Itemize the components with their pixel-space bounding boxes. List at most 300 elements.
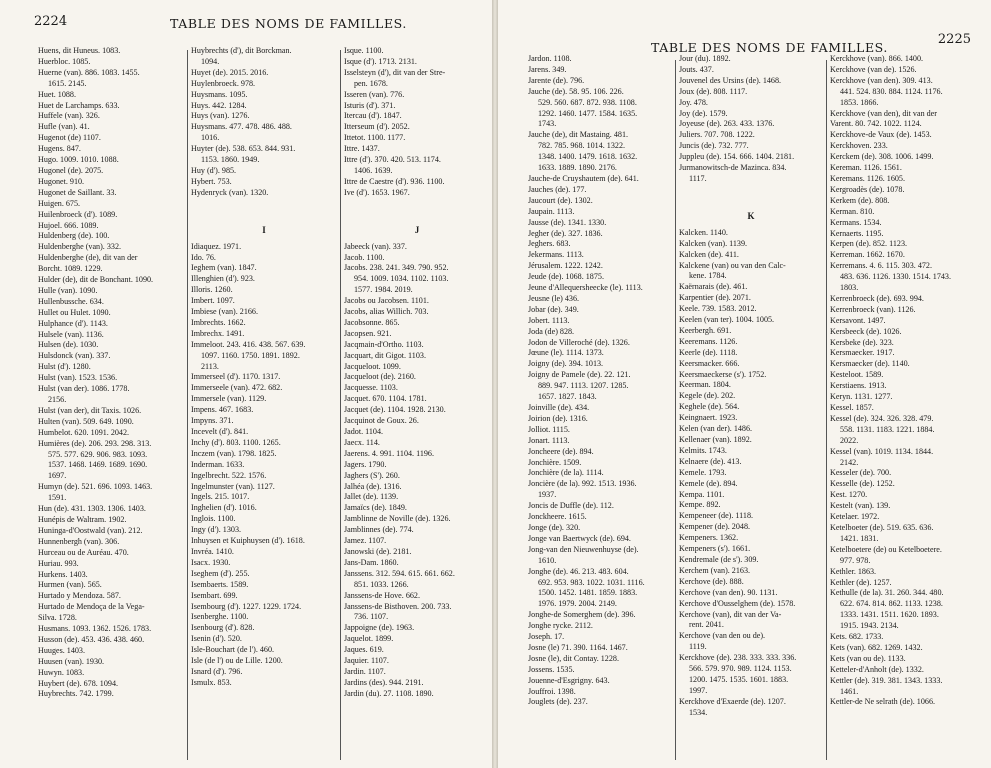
index-entry: Juppleu (de). 154. 666. 1404. 2181.	[679, 152, 795, 162]
index-entry: Keryn. 1131. 1277.	[830, 392, 893, 402]
index-entry: Hydenryck (van). 1320.	[191, 187, 269, 197]
index-entry: Kerrenbroeck (van). 1126.	[830, 304, 916, 314]
index-entry: Jaecx. 114.	[344, 437, 380, 447]
section-spacer	[679, 185, 823, 203]
index-entry: Keersmacker. 666.	[679, 358, 740, 368]
index-entry: Huldenberghe (de), dit van der	[38, 253, 138, 263]
index-entry: Huysmans. 477. 478. 486. 488.	[191, 122, 292, 132]
index-entry-continuation: 2022.	[840, 435, 859, 445]
index-entry: Hun (de). 431. 1303. 1306. 1403.	[38, 504, 146, 514]
index-entry: Jardin. 1107.	[344, 666, 386, 676]
index-entry-continuation: 566. 579. 970. 989. 1124. 1153.	[689, 664, 792, 674]
index-entry: Joda (de) 828.	[528, 326, 575, 336]
index-entry: Jouvenel des Ursins (de). 1468.	[679, 75, 782, 85]
index-entry: Joirion (de). 1316.	[528, 413, 588, 423]
index-entry: Jonchière (de la). 1114.	[528, 468, 604, 478]
index-entry: Hulsdonck (van). 337.	[38, 351, 111, 361]
index-entry: Ingelbrecht. 522. 1576.	[191, 470, 267, 480]
index-entry: Huwyn. 1083.	[38, 667, 85, 677]
index-entry: Jacquet. 670. 1104. 1781.	[344, 394, 427, 404]
index-entry: Jacquet (de). 1104. 1928. 2130.	[344, 405, 446, 415]
index-entry-continuation: 954. 1009. 1034. 1102. 1103.	[354, 274, 449, 284]
column-divider	[187, 50, 188, 760]
index-entry-continuation: 1657. 1827. 1843.	[538, 392, 597, 402]
index-entry: Inhuysen et Kuiphuysen (d'). 1618.	[191, 536, 305, 546]
index-entry: Isembart. 699.	[191, 590, 238, 600]
index-entry: Kernaerts. 1195.	[830, 228, 884, 238]
index-entry: Hulphance (d'). 1143.	[38, 318, 108, 328]
index-entry-continuation: 1697.	[48, 471, 67, 481]
index-entry: Kestelt (van). 139.	[830, 501, 891, 511]
index-entry: Jauches (de). 177.	[528, 184, 587, 194]
index-entry: Silva. 1728.	[38, 613, 77, 623]
index-entry-continuation: 1421. 1831.	[840, 533, 879, 543]
index-entry: Itterseum (d'). 2052.	[344, 122, 410, 132]
index-entry: Kersbeeck (de). 1026.	[830, 326, 902, 336]
index-entry: Keerman. 1804.	[679, 380, 731, 390]
index-entry: Jacobs ou Jacobsen. 1101.	[344, 296, 429, 306]
index-entry: Huninga-d'Oostwald (van). 212.	[38, 525, 143, 535]
section-letter-heading: J	[414, 224, 420, 235]
index-entry-continuation: 1534.	[689, 707, 708, 717]
index-entry: Huerbloc. 1085.	[38, 56, 91, 66]
index-entry: Kalcken (van). 1139.	[679, 238, 748, 248]
index-entry: Huigen. 675.	[38, 198, 81, 208]
index-entry: Kerckem (de). 308. 1006. 1499.	[830, 152, 934, 162]
index-entry: Ido. 76.	[191, 252, 216, 262]
index-entry-continuation: 1633. 1889. 1890. 2176.	[538, 163, 617, 173]
index-entry: Immersele (van). 1129.	[191, 394, 267, 404]
index-entry: Isle-Bouchart (de l'). 460.	[191, 645, 275, 655]
index-entry-continuation: 622. 674. 814. 862. 1133. 1238.	[840, 599, 943, 609]
index-entry: Hujoel. 666. 1089.	[38, 220, 99, 230]
index-entry: Jacqueloot. 1099.	[344, 361, 401, 371]
index-entry-continuation: 1615. 2145.	[48, 78, 87, 88]
index-entry: Jacob. 1100.	[344, 252, 385, 262]
index-entry: Ittre (d'). 370. 420. 513. 1174.	[344, 155, 441, 165]
index-entry: Jonge van Baertwyck (de). 694.	[528, 533, 631, 543]
index-entry: Isnard (d'). 796.	[191, 666, 243, 676]
index-entry: Hybert. 753.	[191, 176, 232, 186]
index-entry: Jacobs. 238. 241. 349. 790. 952.	[344, 263, 449, 273]
index-entry: Isacx. 1930.	[191, 557, 231, 567]
index-entry: Jardin (du). 27. 1108. 1890.	[344, 688, 434, 698]
index-entry: Kerckhove (van). 866. 1400.	[830, 54, 924, 63]
index-entry: Kesselle (de). 1252.	[830, 479, 895, 489]
index-entry: Hulst (van der). 1086. 1778.	[38, 384, 130, 394]
index-entry: Isturis (d'). 371.	[344, 100, 396, 110]
index-entry: Huldenberg (de). 100.	[38, 231, 110, 241]
index-entry: Illenghien (d'). 923.	[191, 274, 255, 284]
index-entry-continuation: 1997.	[689, 685, 708, 695]
index-entry: Kersmaecker. 1917.	[830, 348, 895, 358]
left-column-3	[344, 46, 490, 700]
index-entry-continuation: 2113.	[201, 361, 219, 371]
index-entry: Impyns. 371.	[191, 416, 234, 426]
index-entry: Jagers. 1790.	[344, 459, 387, 469]
index-entry: Jeude (de). 1068. 1875.	[528, 272, 604, 282]
index-entry: Jauche (de). 58. 95. 106. 226.	[528, 86, 624, 96]
index-entry-continuation: 441. 524. 830. 884. 1124. 1176.	[840, 86, 943, 96]
index-entry: Juncis (de). 732. 777.	[679, 141, 749, 151]
index-entry: Huyet (de). 2015. 2016.	[191, 67, 269, 77]
index-entry: Jarente (de). 796.	[528, 75, 585, 85]
index-entry: Huylenbroeck. 978.	[191, 78, 256, 88]
index-entry: Ketelboetere (de) ou Ketelboetere.	[830, 544, 942, 554]
index-entry: Jouglets (de). 237.	[528, 697, 588, 707]
index-entry: Joinville (de). 434.	[528, 403, 590, 412]
index-entry: Jouffroi. 1398.	[528, 686, 576, 696]
index-entry: Kerchove (van den ou de).	[679, 631, 766, 641]
index-entry: Jauche (de), dit Mastaing. 481.	[528, 130, 629, 140]
index-entry: Jaquier. 1107.	[344, 656, 389, 666]
index-entry: Isque (d'). 1713. 2131.	[344, 56, 417, 66]
index-entry: Kempeners. 1362.	[679, 533, 739, 543]
index-entry: Isembaerts. 1589.	[191, 579, 249, 589]
index-entry: Keghele (de). 564.	[679, 402, 740, 412]
index-entry: Humières (de). 206. 293. 298. 313.	[38, 438, 152, 448]
index-entry-continuation: 1094.	[201, 56, 220, 66]
index-entry: Kethler (de). 1257.	[830, 577, 892, 587]
index-entry: Jacquart, dit Gigot. 1103.	[344, 350, 426, 360]
index-entry: Jong-van den Nieuwenhuyse (de).	[528, 544, 639, 554]
index-entry: Huybrechts (d'), dit Borckman.	[191, 46, 292, 55]
index-entry-continuation: 483. 636. 1126. 1330. 1514. 1743.	[840, 272, 951, 282]
index-entry-continuation: 1853. 1866.	[840, 97, 879, 107]
index-entry: Huybrechts. 742. 1799.	[38, 689, 114, 699]
index-entry-continuation: 1348. 1400. 1479. 1618. 1632.	[538, 152, 638, 162]
index-entry-continuation: 1577. 1984. 2019.	[354, 285, 413, 295]
index-entry: Kerckhove (van de). 1526.	[830, 64, 917, 74]
index-entry: Joyeuse (de). 263. 433. 1376.	[679, 119, 775, 129]
index-entry: Kersmaecker (de). 1140.	[830, 359, 910, 369]
index-entry-continuation: 1016.	[201, 133, 220, 143]
index-entry: Huybert (de). 678. 1094.	[38, 678, 119, 688]
index-entry: Kalcken. 1140.	[679, 227, 728, 237]
index-entry: Imbert. 1097.	[191, 296, 235, 306]
index-entry: Jonghe (de). 46. 213. 483. 604.	[528, 566, 629, 576]
index-entry-continuation: 2142.	[840, 457, 859, 467]
index-entry: Jacquesse. 1103.	[344, 383, 398, 393]
index-entry: Hulder (de), dit de Bonchant. 1090.	[38, 275, 154, 285]
index-entry: Kempener (de). 2048.	[679, 522, 751, 532]
index-entry: Kelnaere (de). 413.	[679, 456, 742, 466]
index-entry-continuation: 1292. 1460. 1477. 1584. 1635.	[538, 108, 638, 118]
index-entry-continuation: pen. 1678.	[354, 78, 388, 88]
index-entry: Imbiese (van). 2166.	[191, 307, 258, 317]
index-entry: Janowski (de). 2181.	[344, 546, 412, 556]
index-entry: Joncheere (de). 894.	[528, 446, 594, 456]
index-entry: Kethler. 1863.	[830, 566, 877, 576]
index-entry: Jolliot. 1115.	[528, 424, 570, 434]
right-page	[498, 0, 991, 768]
index-entry: Jamblinne de Noville (de). 1326.	[344, 514, 451, 524]
index-entry: Jaquelot. 1899.	[344, 634, 394, 644]
index-entry: Jonckheere. 1615.	[528, 512, 587, 522]
index-entry: Borcht. 1089. 1229.	[38, 264, 103, 274]
index-entry-continuation: 1461.	[840, 686, 859, 696]
index-entry: Kettler-de Ne selrath (de). 1066.	[830, 697, 936, 707]
index-entry: Hulst (van der), dit Taxis. 1026.	[38, 405, 142, 415]
index-entry: Janssens. 312. 594. 615. 661. 662.	[344, 568, 455, 578]
index-entry-continuation: 1097. 1160. 1750. 1891. 1892.	[201, 350, 300, 360]
index-entry: Kerckhove (de). 238. 333. 333. 336.	[679, 653, 797, 663]
index-entry: Huet de Larchamps. 633.	[38, 100, 120, 110]
index-entry: Idiaquez. 1971.	[191, 241, 242, 251]
index-entry: Kerchove (van), dit van der Va-	[679, 609, 782, 619]
index-entry: Kesseler (de). 700.	[830, 468, 892, 478]
index-entry: Jausse (de). 1341. 1330.	[528, 217, 607, 227]
index-entry: Huysmans. 1095.	[191, 89, 248, 99]
index-entry: Kessel. 1857.	[830, 403, 874, 412]
index-entry: Jans-Dam. 1860.	[344, 557, 399, 567]
index-entry: Kersavont. 1497.	[830, 315, 886, 325]
index-entry: Inghelien (d'). 1016.	[191, 503, 257, 513]
index-entry: Isle (de l') ou de Lille. 1200.	[191, 656, 283, 666]
index-entry-continuation: 2156.	[48, 395, 67, 404]
index-entry-continuation: 1915. 1943. 2134.	[840, 621, 899, 631]
index-entry: Jobert. 1113.	[528, 315, 570, 325]
index-entry: Kempeners (s'). 1661.	[679, 544, 751, 554]
index-entry: Janssens-de Bisthoven. 200. 733.	[344, 601, 452, 611]
index-entry: Kerckhove (van den), dit van der	[830, 108, 937, 118]
index-entry: Isseren (van). 776.	[344, 89, 405, 99]
left-page	[0, 0, 492, 768]
index-entry-continuation: 1200. 1475. 1535. 1601. 1883.	[689, 674, 789, 684]
index-entry-continuation: rent. 2041.	[689, 620, 724, 630]
index-entry: Inderman. 1633.	[191, 459, 245, 469]
index-entry: Huys (van). 1276.	[191, 111, 250, 121]
index-entry: Josne (le) 71. 390. 1164. 1467.	[528, 642, 628, 652]
index-entry: Kaërnarais (de). 461.	[679, 282, 748, 292]
index-entry: Ismulx. 853.	[191, 677, 232, 687]
index-entry: Hurtado de Mendoça de la Vega-	[38, 602, 145, 612]
index-entry-continuation: 782. 785. 968. 1014. 1322.	[538, 141, 626, 151]
left-column-2	[191, 46, 337, 689]
index-entry: Kest. 1270.	[830, 490, 868, 500]
index-entry: Ketelaer. 1972.	[830, 512, 880, 522]
index-entry: Varent. 80. 742. 1022. 1124.	[830, 119, 922, 129]
index-entry: Jamez. 1107.	[344, 536, 387, 546]
index-entry: Jadot. 1104.	[344, 427, 384, 436]
column-divider	[826, 60, 827, 760]
index-entry: Kerchove d'Ousselghem (de). 1578.	[679, 598, 796, 608]
index-entry: Kets (van ou de). 1133.	[830, 653, 906, 663]
index-entry: Keingnaert. 1923.	[679, 413, 738, 423]
index-entry: Hurmen (van). 565.	[38, 580, 102, 590]
index-entry: Huys. 442. 1284.	[191, 100, 247, 110]
index-entry-continuation: 736. 1107.	[354, 612, 389, 622]
index-entry-continuation: 1119.	[689, 642, 707, 652]
index-entry: Hugens. 847.	[38, 144, 81, 154]
index-entry: Iseghem (d'). 255.	[191, 568, 250, 578]
index-entry: Itercau (d'). 1847.	[344, 111, 402, 121]
index-entry: Ive (d'). 1653. 1967.	[344, 187, 410, 197]
index-entry: Kesteloot. 1589.	[830, 370, 884, 380]
index-entry-continuation: 1976. 1979. 2004. 2149.	[538, 599, 617, 609]
left-column-1	[38, 46, 184, 700]
index-entry: Jaghers (S'). 260.	[344, 470, 400, 480]
index-entry: Ingels. 215. 1017.	[191, 492, 250, 502]
index-entry: Inczem (van). 1798. 1825.	[191, 448, 277, 458]
index-entry: Kerman. 810.	[830, 206, 875, 216]
index-entry: Kets (van). 682. 1269. 1432.	[830, 642, 923, 652]
index-entry-continuation: 1803.	[840, 283, 859, 293]
section-letter-heading: I	[262, 224, 266, 235]
index-entry: Jallet (de). 1139.	[344, 492, 399, 502]
index-entry: Keerbergh. 691.	[679, 325, 732, 335]
index-entry: Huffele (van). 326.	[38, 111, 100, 121]
index-entry: Jarens. 349.	[528, 64, 567, 74]
index-entry: Immeloot. 243. 416. 438. 567. 639.	[191, 339, 306, 349]
index-entry: Jacobs, alias Willich. 703.	[344, 307, 429, 317]
right-column-1	[528, 54, 672, 708]
section-letter-heading: K	[747, 210, 755, 221]
index-entry: Ingy (d'). 1303.	[191, 525, 242, 535]
index-entry: Huens, dit Huneus. 1083.	[38, 46, 121, 55]
index-entry: Kerkem (de). 808.	[830, 195, 890, 205]
index-entry: Imbrechts. 1662.	[191, 317, 246, 327]
index-entry: Kergroadès (de). 1078.	[830, 184, 905, 194]
index-entry: Ittre. 1437.	[344, 144, 380, 154]
index-entry-continuation: 529. 560. 687. 872. 938. 1108.	[538, 97, 637, 107]
index-entry: Hugonel (de). 2075.	[38, 165, 104, 175]
index-entry: Kegele (de). 202.	[679, 391, 736, 401]
index-entry: Jeusne (le) 436.	[528, 293, 580, 303]
index-entry: Kemele (de). 894.	[679, 478, 738, 488]
index-entry: Ketelboeter (de). 519. 635. 636.	[830, 522, 934, 532]
index-entry: Kelmits. 1743.	[679, 445, 727, 455]
index-entry: Hulst (van). 1523. 1536.	[38, 373, 118, 383]
index-entry: Jabeeck (van). 337.	[344, 241, 407, 251]
index-entry: Keerle (de). 1118.	[679, 347, 738, 357]
index-entry: Kendremale (de s'). 309.	[679, 554, 759, 564]
index-entry-continuation: 1937.	[538, 490, 557, 500]
index-entry: Jacquinot de Goux. 26.	[344, 416, 419, 426]
index-entry-continuation: 1537. 1468. 1469. 1689. 1690.	[48, 460, 148, 470]
index-entry-continuation: 1610.	[538, 555, 557, 565]
index-entry: Hurceau ou de Auréau. 470.	[38, 547, 129, 557]
index-entry: Hunépis de Waltram. 1902.	[38, 514, 127, 524]
index-entry-continuation: 1500. 1452. 1481. 1859. 1883.	[538, 588, 638, 598]
index-entry: Jacqmain-d'Ortho. 1103.	[344, 339, 424, 349]
index-entry: Hullet ou Hulet. 1090.	[38, 307, 111, 317]
index-entry-continuation: 889. 947. 1113. 1207. 1285.	[538, 381, 629, 391]
index-entry: Joigny (de). 394. 1013.	[528, 359, 604, 369]
index-entry: Isenin (d'). 520.	[191, 634, 242, 644]
left-page-header	[0, 14, 492, 38]
index-entry: Kets. 682. 1733.	[830, 632, 884, 642]
index-entry: Joux (de). 808. 1117.	[679, 86, 748, 96]
index-entry: Huilenbroeck (d'). 1089.	[38, 209, 118, 219]
index-entry: Kalckene (van) ou van den Calc-	[679, 260, 786, 270]
index-entry: Ittre de Caestre (d'). 936. 1100.	[344, 176, 445, 186]
index-entry: Kerpen (de). 852. 1123.	[830, 239, 908, 249]
index-entry: Kerckhove-de Vaux (de). 1453.	[830, 130, 932, 140]
index-entry: Jaques. 619.	[344, 645, 384, 655]
index-entry: Ieghem (van). 1847.	[191, 263, 257, 273]
index-entry: Jegher (de). 327. 1836.	[528, 228, 603, 238]
index-entry: Husmans. 1093. 1362. 1526. 1783.	[38, 624, 152, 634]
right-page-title: TABLE DES NOMS DE FAMILLES.	[651, 40, 888, 55]
index-entry: Jardon. 1108.	[528, 54, 572, 63]
index-entry-continuation: 977. 978.	[840, 555, 871, 565]
index-entry: Hunnenbergh (van). 306.	[38, 536, 120, 546]
index-entry: Impens. 467. 1683.	[191, 405, 254, 415]
right-page-header	[498, 14, 991, 55]
index-entry: Ittetot. 1100. 1177.	[344, 133, 406, 143]
index-entry: Jacqueloot (de). 2160.	[344, 372, 416, 382]
index-entry: Kerremans. 4. 6. 115. 303. 472.	[830, 261, 932, 271]
index-entry-continuation: 1406. 1639.	[354, 165, 393, 175]
index-entry-continuation: 575. 577. 629. 906. 983. 1093.	[48, 449, 148, 459]
index-entry: Imbrechx. 1491.	[191, 328, 245, 338]
index-entry: Huy (d'). 985.	[191, 165, 237, 175]
index-entry: Hugonet de Saillant. 33.	[38, 187, 117, 197]
index-entry: Huyter (de). 538. 653. 844. 931.	[191, 144, 296, 154]
index-entry: Kermans. 1534.	[830, 217, 882, 227]
index-entry: Jonge (de). 320.	[528, 522, 581, 532]
index-entry-continuation: 1333. 1431. 1511. 1620. 1893.	[840, 610, 939, 620]
index-entry: Kereman. 1126. 1561.	[830, 163, 902, 173]
index-entry: Jekermans. 1113.	[528, 250, 584, 260]
index-entry: Kerckhove (van den). 309. 413.	[830, 75, 933, 85]
index-entry: Hulst (d'). 1280.	[38, 362, 91, 372]
index-entry: Jaupain. 1113.	[528, 206, 575, 216]
index-entry: Joigny de Pamele (de). 22. 121.	[528, 370, 631, 380]
index-entry: Jamblinnes (de). 774.	[344, 525, 414, 535]
index-entry: Kerchove (de). 888.	[679, 576, 744, 586]
index-entry: Kalcken (de). 411.	[679, 249, 739, 259]
index-entry: Humyn (de). 521. 696. 1093. 1463.	[38, 482, 153, 492]
column-divider	[340, 50, 341, 760]
index-entry: Jeghers. 683.	[528, 239, 571, 249]
index-entry: Jonchière. 1509.	[528, 457, 582, 467]
index-entry: Kessel (de). 324. 326. 328. 479.	[830, 413, 934, 423]
index-entry: Jonghe rycke. 2112.	[528, 621, 593, 631]
index-entry: Hulsele (van). 1136.	[38, 329, 104, 339]
index-entry: Jour (du). 1892.	[679, 54, 731, 63]
index-entry: Jodon de Villeroché (de). 1326.	[528, 337, 630, 347]
index-entry: Jérusalem. 1222. 1242.	[528, 261, 603, 271]
index-entry-continuation: 558. 1131. 1183. 1221. 1884.	[840, 424, 935, 434]
index-entry: Invréa. 1410.	[191, 546, 234, 556]
index-entry: Isembourg (d'). 1227. 1229. 1724.	[191, 601, 302, 611]
index-entry: Hullenbussche. 634.	[38, 296, 104, 306]
index-entry: Jauche-de Cruyshautem (de). 641.	[528, 173, 639, 183]
index-entry: Keremans. 1126. 1605.	[830, 173, 906, 183]
index-entry: Jouts. 437.	[679, 64, 714, 74]
index-entry: Illoris. 1260.	[191, 285, 233, 295]
index-entry-continuation: kene. 1784.	[689, 271, 727, 281]
index-entry: Inglois. 1100.	[191, 514, 236, 524]
index-entry: Hurtado y Mendoza. 587.	[38, 591, 121, 601]
index-entry: Hulsen (de). 1030.	[38, 340, 99, 350]
index-entry: Kempe. 892.	[679, 500, 721, 510]
index-entry: Kettler (de). 319. 381. 1343. 1333.	[830, 675, 943, 685]
index-entry: Kellenaer (van). 1892.	[679, 435, 752, 444]
index-entry: Jappoigne (de). 1963.	[344, 623, 415, 633]
index-entry: Hugenot (de) 1107.	[38, 133, 101, 143]
index-entry: Kessel (van). 1019. 1134. 1844.	[830, 446, 934, 456]
index-entry: Keersmaeckerse (s'). 1752.	[679, 369, 767, 379]
index-entry: Joy (de). 1579.	[679, 108, 728, 118]
index-entry: Jamaïcs (de). 1849.	[344, 503, 407, 513]
index-entry: Jobar (de). 349.	[528, 304, 579, 314]
section-spacer	[344, 199, 490, 217]
index-entry: Kerckhove d'Exaerde (de). 1207.	[679, 696, 786, 706]
index-entry: Jacopsen. 921.	[344, 328, 392, 338]
